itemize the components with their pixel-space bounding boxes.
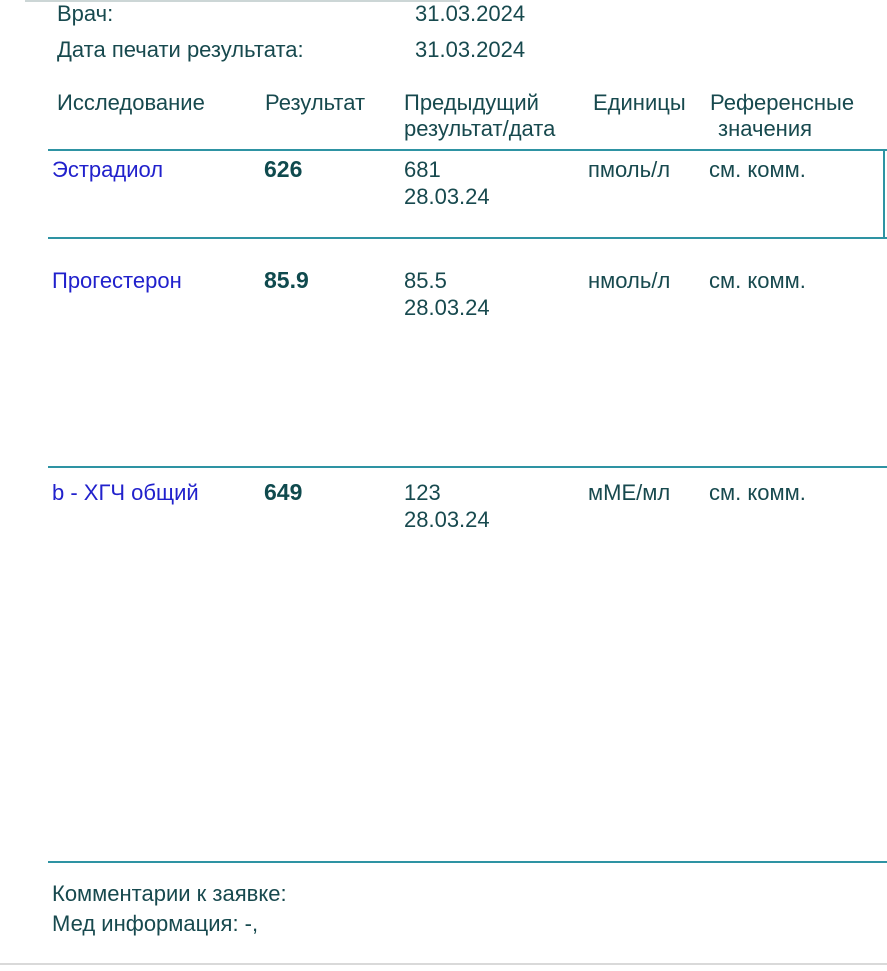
header-units: Единицы [593, 90, 686, 115]
previous-result-date: 28.03.24 [404, 184, 490, 209]
doctor-value: 31.03.2024 [415, 1, 526, 26]
med-info: Мед информация: -, [52, 911, 259, 936]
reference-values: см. комм. [709, 157, 806, 182]
header-reference [710, 90, 854, 142]
header-test: Исследование [57, 90, 205, 115]
previous-result-value: 85.5 [404, 268, 447, 293]
previous-result [404, 156, 490, 210]
test-units: пмоль/л [588, 157, 671, 182]
comments-block [52, 879, 287, 939]
previous-result-value: 681 [404, 157, 441, 182]
test-units: мМЕ/мл [588, 480, 671, 505]
test-name: b - ХГЧ общий [52, 480, 199, 505]
reference-values: см. комм. [709, 268, 806, 293]
header-separator-line [48, 149, 887, 151]
row-separator-line [48, 237, 887, 239]
test-name: Эстрадиол [52, 157, 164, 182]
previous-result [404, 479, 490, 533]
test-result: 85.9 [264, 267, 309, 293]
header-result: Результат [265, 90, 366, 115]
bottom-edge-line [0, 963, 887, 965]
previous-result-value: 123 [404, 480, 441, 505]
comments-separator-line [48, 861, 887, 863]
test-name: Прогестерон [52, 268, 182, 293]
previous-result [404, 267, 490, 321]
row-separator-line [48, 466, 887, 468]
reference-values: см. комм. [709, 480, 806, 505]
header-reference-line1: Референсные [710, 90, 855, 115]
comments-title: Комментарии к заявке: [52, 881, 287, 906]
test-result: 649 [264, 479, 303, 505]
previous-result-date: 28.03.24 [404, 295, 490, 320]
header-reference-line2: значения [718, 116, 813, 141]
test-result: 626 [264, 156, 303, 182]
header-previous-line2: результат/дата [404, 116, 556, 141]
print-date-label: Дата печати результата: [57, 37, 304, 62]
doctor-label: Врач: [57, 1, 114, 26]
table-right-border [883, 149, 885, 239]
header-previous [404, 90, 555, 142]
print-date-value: 31.03.2024 [415, 37, 526, 62]
header-previous-line1: Предыдущий [404, 90, 539, 115]
previous-result-date: 28.03.24 [404, 507, 490, 532]
test-units: нмоль/л [588, 268, 671, 293]
